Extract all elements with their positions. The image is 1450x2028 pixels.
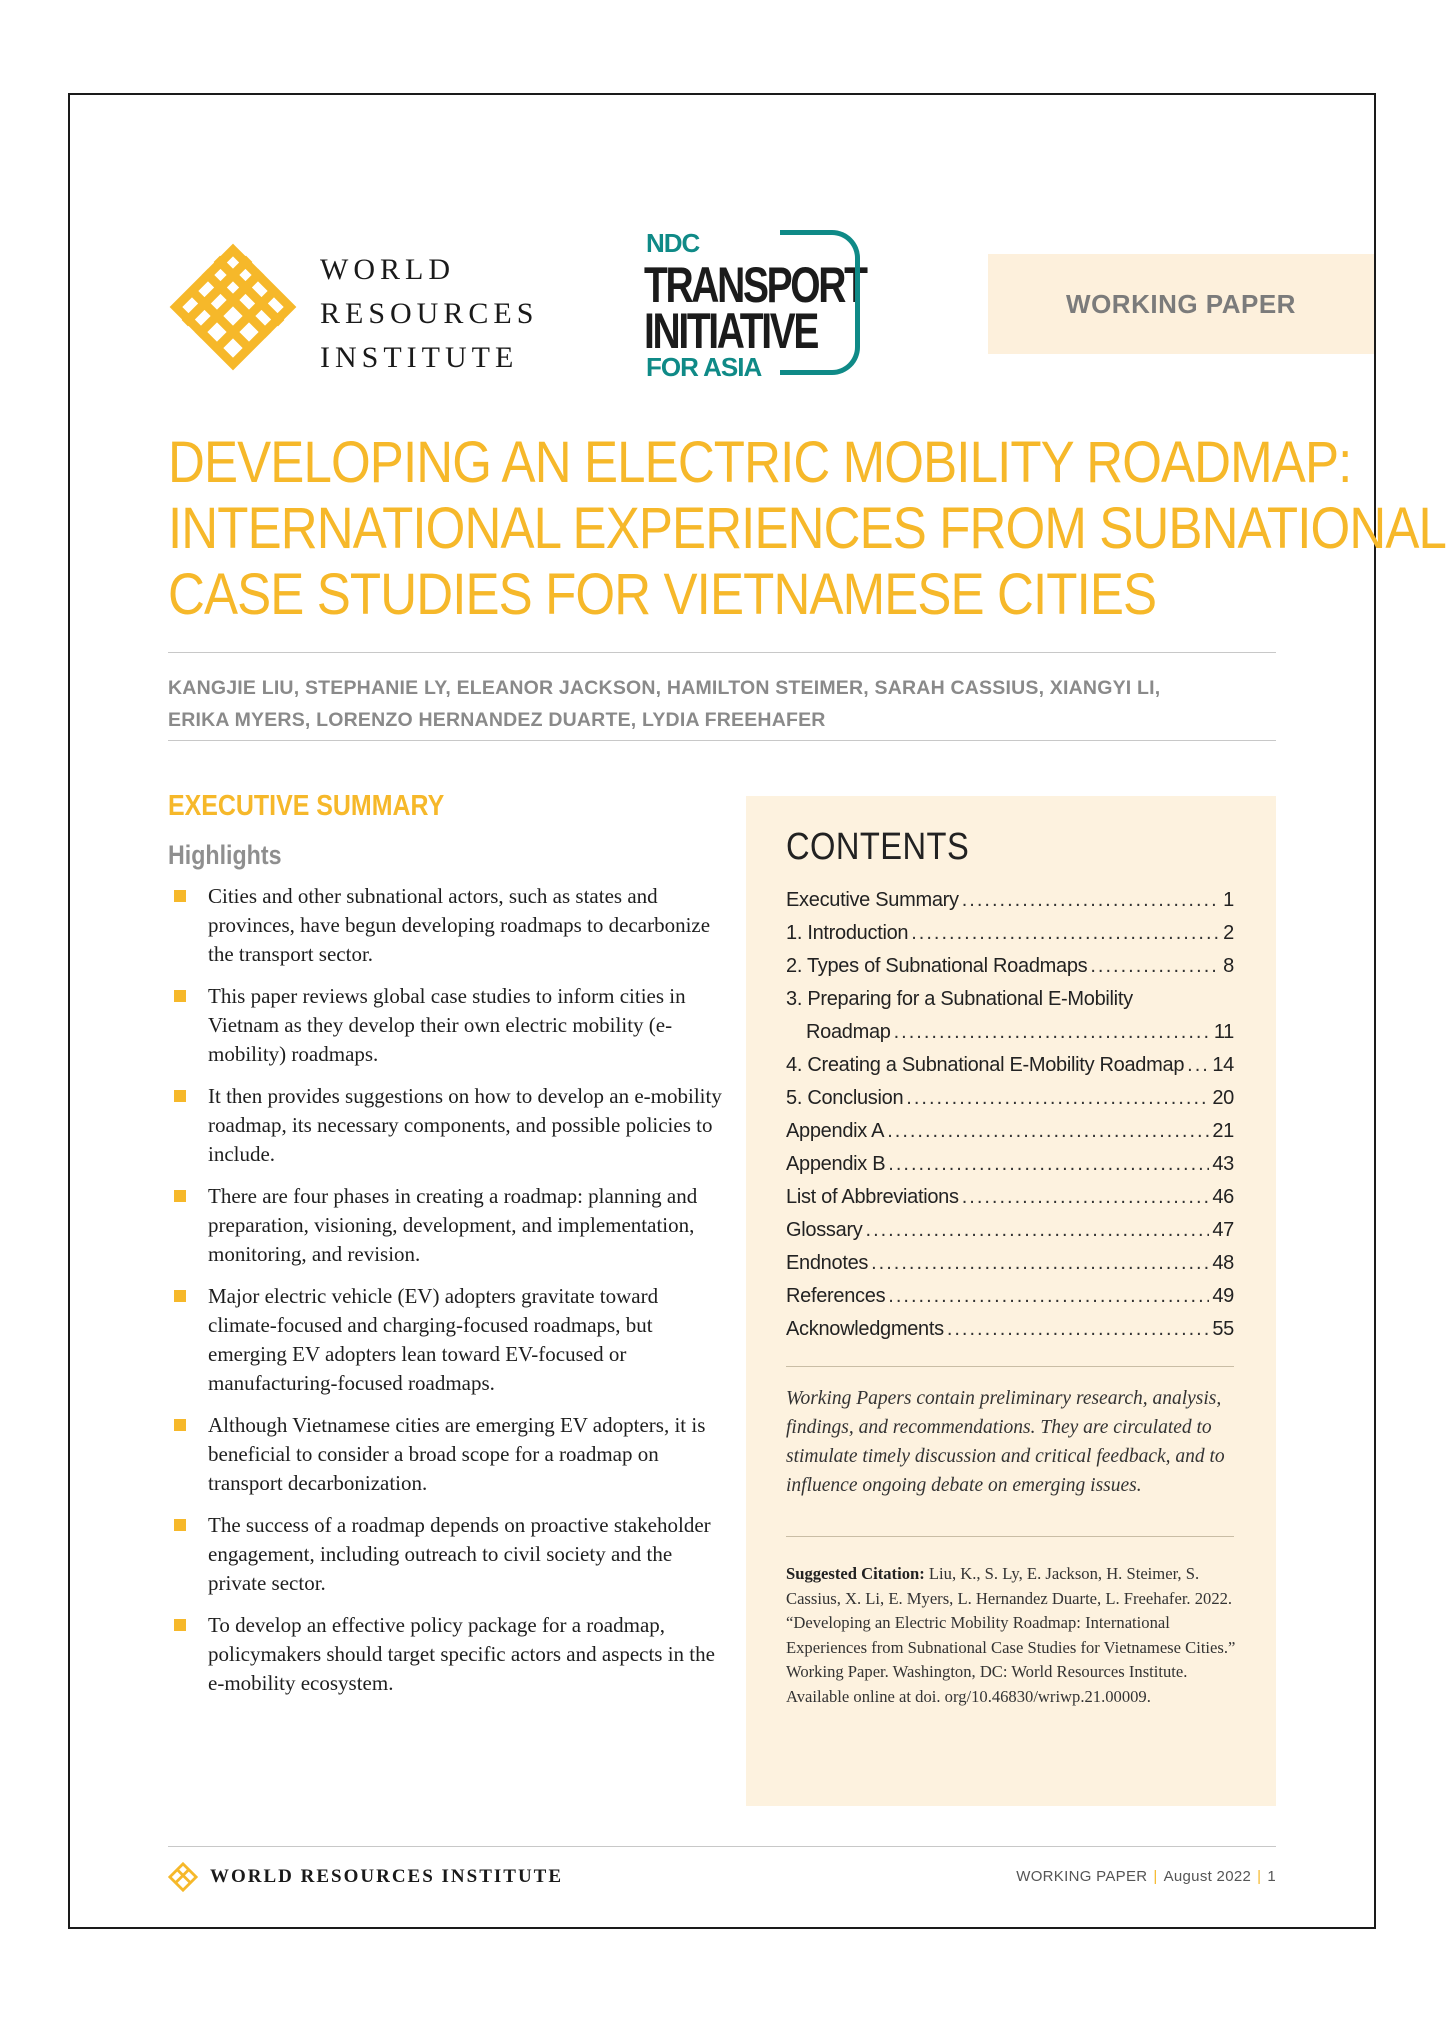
toc-item[interactable]: Glossary ..... 47 xyxy=(786,1214,1234,1247)
authors: KANGJIE LIU, STEPHANIE LY, ELEANOR JACKSON, HAMILTON STEIMER, SARAH CASSIUS, XIANGYI LI, ERIKA MYERS, LORENZO HERNANDEZ DUARTE, LYDIA FREEHAFER xyxy=(168,677,1161,731)
bullet-square-icon xyxy=(174,1290,186,1302)
toc-item[interactable]: 2. Types of Subnational Roadmaps ..... 8 xyxy=(786,950,1234,983)
highlights-heading: Highlights xyxy=(168,840,282,870)
bullet-square-icon xyxy=(174,990,186,1002)
toc-item[interactable]: Appendix B ..... 43 xyxy=(786,1148,1234,1181)
divider xyxy=(786,1366,1234,1367)
divider xyxy=(168,652,1276,653)
wri-logo-icon xyxy=(168,242,298,372)
wri-small-logo-icon xyxy=(168,1862,198,1892)
list-item: Cities and other subnational actors, such as states and provinces, have begun developing roadmaps to decarbonize the transport sector. xyxy=(168,882,728,969)
ndc-bracket-shape xyxy=(780,230,860,375)
toc-item[interactable]: References ..... 49 xyxy=(786,1280,1234,1313)
footer-org-name: WORLD RESOURCES INSTITUTE xyxy=(210,1866,564,1887)
wri-name: WORLD RESOURCES INSTITUTE xyxy=(320,253,539,374)
toc-item[interactable]: Executive Summary ..... 1 xyxy=(786,884,1234,917)
list-item: To develop an effective policy package for a roadmap, policymakers should target specific actors and aspects in the e-mobility ecosystem. xyxy=(168,1611,728,1698)
executive-summary-heading: EXECUTIVE SUMMARY xyxy=(168,790,445,822)
citation-text: Liu, K., S. Ly, E. Jackson, H. Steimer, S. Cassius, X. Li, E. Myers, L. Hernandez Duarte, L. Freehafer. 2022. “Developing an Electric Mobility Roadmap: International Experiences from Subnational Case Studies for Vietnamese Cities.” Working Paper. Washington, DC: World Resources Institute. Available online at doi. org/10.46830/wriwp.21.00009. xyxy=(786,1564,1236,1706)
highlights-list xyxy=(168,882,728,1711)
bullet-square-icon xyxy=(174,1190,186,1202)
working-paper-badge: WORKING PAPER xyxy=(988,254,1374,354)
bullet-square-icon xyxy=(174,1619,186,1631)
footer-divider xyxy=(168,1846,1276,1847)
list-item: Although Vietnamese cities are emerging EV adopters, it is beneficial to consider a broad scope for a roadmap on transport decarbonization. xyxy=(168,1411,728,1498)
list-item: This paper reviews global case studies to inform cities in Vietnam as they develop their own electric mobility (e-mobility) roadmaps. xyxy=(168,982,728,1069)
toc-item[interactable]: List of Abbreviations ..... 46 xyxy=(786,1181,1234,1214)
toc-item[interactable]: 5. Conclusion ..... 20 xyxy=(786,1082,1234,1115)
ndc-transport-initiative-logo: NDC TRANSPORT INITIATIVE FOR ASIA xyxy=(644,228,866,382)
bullet-square-icon xyxy=(174,1419,186,1431)
toc-item[interactable]: Appendix A ..... 21 xyxy=(786,1115,1234,1148)
toc-item[interactable]: Roadmap ..... 11 xyxy=(786,1016,1234,1049)
list-item: Major electric vehicle (EV) adopters gravitate toward climate-focused and charging-focused roadmaps, but emerging EV adopters lean toward EV-focused or manufacturing-focused roadmaps. xyxy=(168,1282,728,1398)
document-title: DEVELOPING AN ELECTRIC MOBILITY ROADMAP: INTERNATIONAL EXPERIENCES FROM SUBNATIONAL CASE STUDIES FOR VIETNAMESE CITIES xyxy=(168,430,1446,627)
bullet-square-icon xyxy=(174,1519,186,1531)
toc-item[interactable]: Endnotes ..... 48 xyxy=(786,1247,1234,1280)
page-number: 1 xyxy=(1267,1868,1276,1885)
toc-item[interactable]: 4. Creating a Subnational E-Mobility Roadmap ..... 14 xyxy=(786,1049,1234,1082)
working-paper-note: Working Papers contain preliminary research, analysis, findings, and recommendations. They are circulated to stimulate timely discussion and critical feedback, and to influence ongoing debate on emerging issues. xyxy=(786,1388,1225,1496)
divider xyxy=(168,740,1276,741)
table-of-contents xyxy=(786,884,1234,1346)
contents-heading: CONTENTS xyxy=(786,826,970,868)
suggested-citation xyxy=(786,1562,1238,1709)
toc-item[interactable]: 1. Introduction ..... 2 xyxy=(786,917,1234,950)
list-item: It then provides suggestions on how to develop an e-mobility roadmap, its necessary components, and possible policies to include. xyxy=(168,1082,728,1169)
divider xyxy=(786,1536,1234,1537)
list-item: The success of a roadmap depends on proactive stakeholder engagement, including outreach to civil society and the private sector. xyxy=(168,1511,728,1598)
bullet-square-icon xyxy=(174,1090,186,1102)
list-item: There are four phases in creating a roadmap: planning and preparation, visioning, development, and implementation, monitoring, and revision. xyxy=(168,1182,728,1269)
toc-item[interactable]: Acknowledgments ..... 55 xyxy=(786,1313,1234,1346)
toc-item-line1[interactable]: 3. Preparing for a Subnational E-Mobility xyxy=(786,988,1133,1010)
footer-page-info: WORKING PAPER | August 2022 | 1 xyxy=(1016,1868,1276,1885)
citation-label: Suggested Citation: xyxy=(786,1564,925,1583)
bullet-square-icon xyxy=(174,890,186,902)
